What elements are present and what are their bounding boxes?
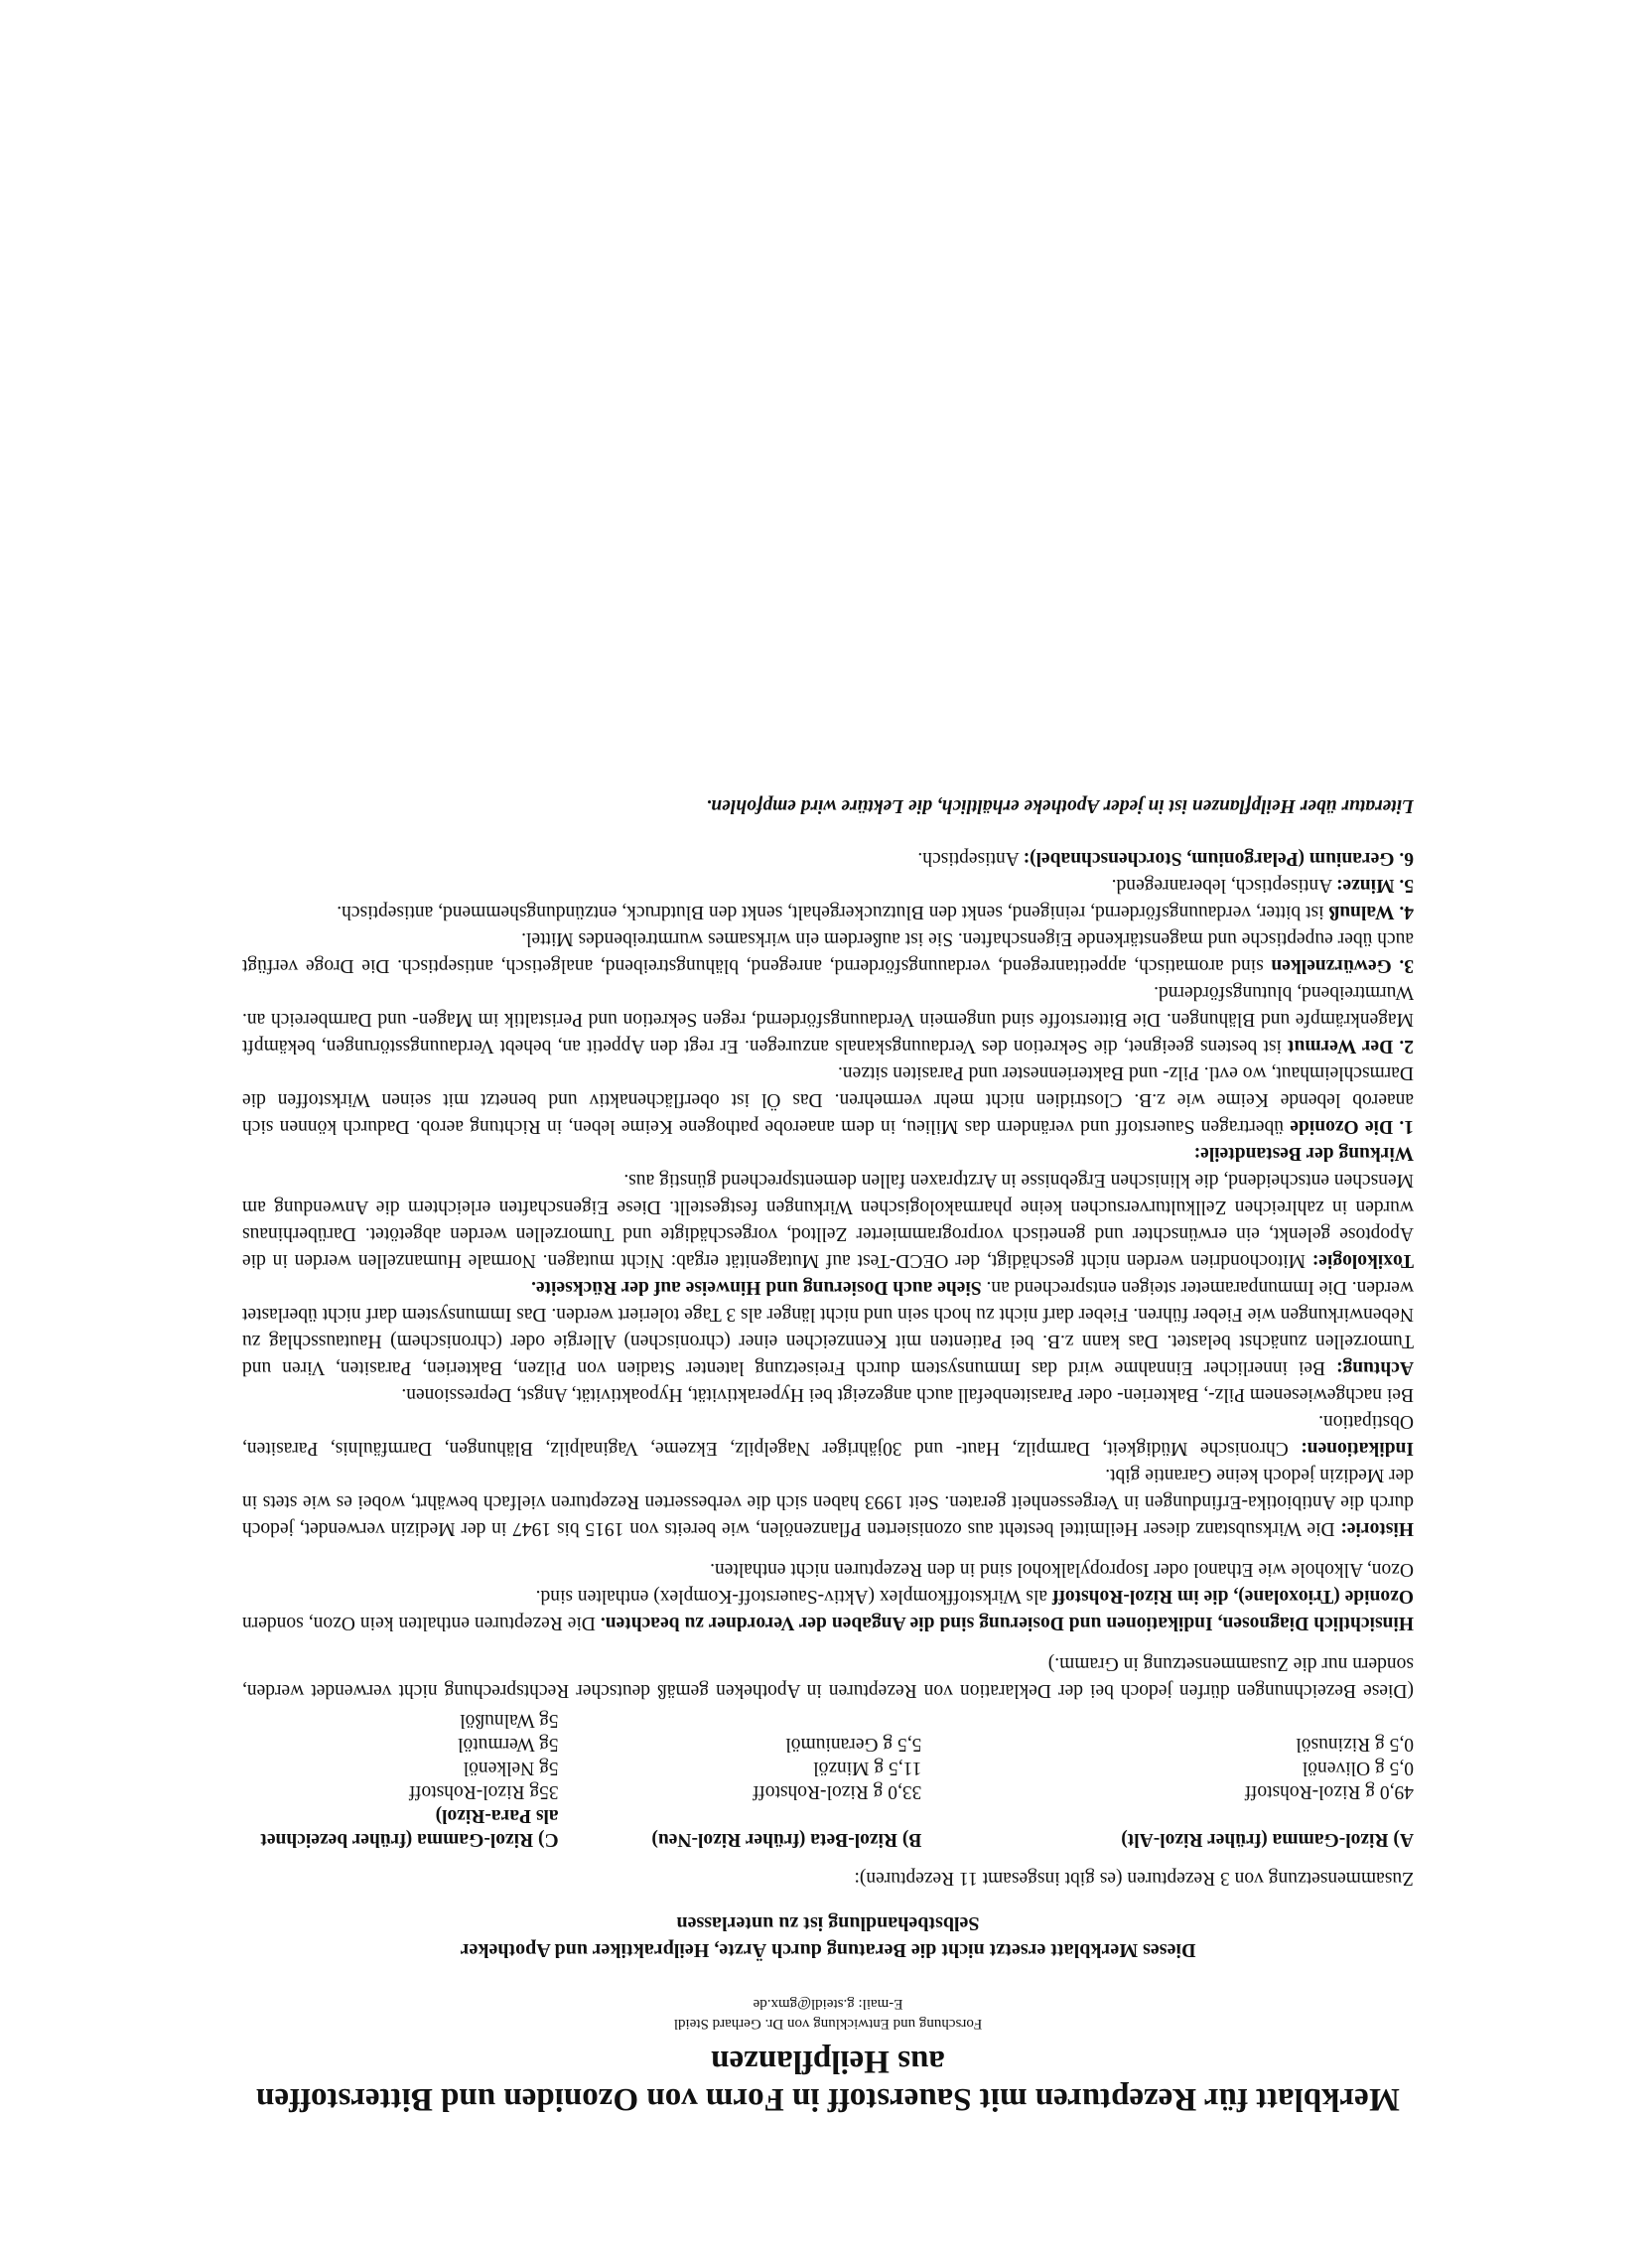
recipe-c-ingredient: 5g Walnußöl [460, 1710, 559, 1731]
recipe-b-ingredient: 5,5 g Geraniumöl [785, 1734, 922, 1755]
historie-label: Historie: [1340, 1518, 1414, 1539]
wirkung-item-label: Walnuß [1328, 902, 1395, 922]
declaration-note: (Diese Bezeichnungen dürfen jedoch bei der Deklaration von Rezepturen in Apotheken gemäß deutscher Rechtsprechung nicht verwendet werden, sondern nur die Zusammensetzung in Gramm.) [242, 1653, 1414, 1701]
hinweis-text-1: Die Rezepturen enthalten kein Ozon, sondern [242, 1613, 601, 1633]
wirkung-item: 2. Der Wermut ist bestens geeignet, die Sekretion des Verdauungskanals anzuregen. Er regt den Appetit an, behebt Verdauungsstörungen, bekämpft Magenkrämpfe und Blähungen. Die Bitterstoffe sind ungemein Verdauungsfördernd, regen Sekretion und Peristaltik im Magen- und Darmbereich an. Wurmtreibend, blutungsfördernd. [242, 982, 1414, 1057]
wirkung-item: 5. Minze: Antiseptisch, leberanregend. [1111, 875, 1414, 896]
hinweis-bold-1: Hinsichtlich Diagnosen, Indikationen und Dosierung sind die Angaben der Verordner zu beachten. [600, 1613, 1414, 1633]
recipe-a-ingredient: 49,0 g Rizol-Rohstoff [1244, 1781, 1414, 1802]
toxikologie-paragraph [242, 1167, 1414, 1274]
recipe-c-heading: C) Rizol-Gamma (früher bezeichnet als Para-Rizol) [260, 1805, 559, 1850]
wirkung-item: 1. Die Ozonide übertragen Sauerstoff und verändern das Milieu, in dem anaerobe pathogene Keime leben, in Richtung aerob. Dadurch können sich anaerob lebende Keime wie z.B. Clostridien nicht mehr vermehren. Das Öl ist oberflächenaktiv und benetzt mit seinen Wirkstoffen die Darmschleimhaut, wo evtl. Pilz- und Bakteriennester und Parasiten sitzen. [241, 1062, 1414, 1137]
wirkung-item-label: Die Ozonide [1290, 1116, 1394, 1137]
achtung-label: Achtung: [1335, 1357, 1414, 1378]
recipe-c-ingredient: 5g Nelkenöl [463, 1758, 559, 1778]
wirkung-item-text: ist bitter, verdauungsfördernd, reinigend, senkt den Blutzuckergehalt, senkt den Blutdruck, entzündungshemmend, antiseptisch. [337, 902, 1329, 922]
document-content [242, 792, 1414, 2118]
email-line: E-mail: g.steidl@gmx.de [753, 1996, 903, 2012]
wirkung-item-text: Antiseptisch, leberanregend. [1111, 875, 1337, 896]
wirkung-item: 3. Gewürznelken sind aromatisch, appetitanregend, verdauungsfördernd, anregend, blähungstreibend, analgetisch, antiseptisch. Die Droge verfügt auch über eupeptische und magenstärkende Eigenschaften. Sie ist außerdem ein wirksames wurmtreibendes Mittel. [241, 928, 1414, 976]
toxikologie-label: Toxikologie: [1311, 1250, 1414, 1271]
wirkung-item-label: Geranium (Pelargonium, Storchenschnabel): [1023, 848, 1395, 869]
page-title: Merkblatt für Rezepturen mit Sauerstoff in Form von Ozoniden und Bitterstoffen aus Heilpflanzen [256, 2044, 1400, 2117]
achtung-bold: Siehe auch Dosierung und Hinweise auf der Rückseite. [531, 1277, 982, 1298]
literatur-note: Literatur über Heilpflanzen ist in jeder Apotheke erhältlich, die Lektüre wird empfohlen. [706, 795, 1414, 816]
wirkung-item-label: Der Wermut [1288, 1036, 1394, 1057]
wirkung-item-text: übertragen Sauerstoff und verändern das Milieu, in dem anaerobe pathogene Keime leben, in Richtung aerob. Dadurch können sich anaerob lebende Keime wie z.B. Clostridien nicht mehr vermehren. Das Öl ist oberflächenaktiv und benetzt mit seinen Wirkstoffen die Darmschleimhaut, wo evtl. Pilz- und Bakteriennester und Parasiten sitzen. [241, 1062, 1414, 1137]
indikationen-label: Indikationen: [1301, 1438, 1414, 1459]
wirkung-item: 4. Walnuß ist bitter, verdauungsfördernd, reinigend, senkt den Blutzuckergehalt, senkt den Blutdruck, entzündungshemmend, antiseptisch. [337, 902, 1414, 922]
wirkung-item-text: Antiseptisch. [917, 848, 1024, 869]
wirkung-heading: Wirkung der Bestandteile: [1193, 1143, 1414, 1164]
wirkung-item: 6. Geranium (Pelargonium, Storchenschnabel): Antiseptisch. [917, 848, 1414, 869]
toxikologie-text: Mitochondrien werden nicht geschädigt, der OECD-Test auf Mutagenität ergab: Nicht mutagen. Normale Humanzellen werden in die Apoptose gelenkt, ein erwünschter und genetisch vorprogrammierter Zelltod, vorgeschädigte und Tumorzellen werden abgetötet. Darüberhinaus wurden in zahlreichen Zellkulturversuchen keine pharmakologischen Wirkungen festgestellt. Diese Eigenschaften erleichtern die Anwendung am Menschen entscheidend, die klinischen Ergebnisse in Arztpraxen fallen dementsprechend günstig aus. [242, 1170, 1414, 1271]
indikationen-text-2: Bei nachgewiesenem Pilz-, Bakterien- oder Parasitenbefall auch angezeigt bei Hyperaktivität, Hypoaktivität, Angst, Depressionen. [401, 1384, 1414, 1405]
recipe-c-ingredient: 5g Wermutöl [458, 1734, 559, 1755]
hinweis-line-2: Ozon, Alkohole wie Ethanol oder Isopropylalkohol sind in den Rezepturen nicht enthalten. [710, 1559, 1414, 1580]
hinweis-paragraph [242, 1583, 1414, 1636]
historie-text: Die Wirksubstanz dieser Heilmittel besteht aus ozonisierten Pflanzenölen, wie bereits von 1915 bis 1947 in der Medizin verwendet, jedoch durch die Antibiotika-Erfindungen in Vergessenheit geraten. Seit 1993 haben sich die verbesserten Rezepturen vielfach bewährt, wobei es wie stets in der Medizin jedoch keine Garantie gibt. [242, 1465, 1414, 1539]
historie-paragraph [242, 1462, 1414, 1542]
indikationen-text: Chronische Müdigkeit, Darmpilz, Haut- und 30jähriger Nagelpilz, Ekzeme, Vaginalpilz, Blähungen, Darmfäulnis, Parasiten, Obstipation. [242, 1411, 1414, 1459]
indikationen-paragraph [242, 1408, 1414, 1462]
wirkung-item-text: sind aromatisch, appetitanregend, verdauungsfördernd, anregend, blähungstreibend, analgetisch, antiseptisch. Die Droge verfügt auch über eupeptische und magenstärkende Eigenschaften. Sie ist außerdem ein wirksames wurmtreibendes Mittel. [241, 928, 1414, 976]
disclaimer-line-1: Dieses Merkblatt ersetzt nicht die Beratung durch Ärzte, Heilpraktiker und Apotheker [460, 1939, 1196, 1961]
hinweis-bold-2: Ozonide (Trioxolane), die im Rizol-Rohstoff [1051, 1586, 1414, 1607]
recipe-b-ingredient: 11,5 g Minzöl [813, 1758, 922, 1778]
achtung-paragraph [242, 1274, 1414, 1381]
recipe-c-ingredient: 35g Rizol-Rohstoff [408, 1781, 559, 1802]
wirkung-item-label: Gewürznelken [1271, 955, 1392, 976]
achtung-text: Bei innerlicher Einnahme wird das Immunsystem durch Freisetzung latenter Stadien von Pilzen, Bakterien, Parasiten, Viren und Tumorzellen zunächst belastet. Das kann z.B. bei Patienten mit Kennzeichen einer (chronischen) Allergie oder (chronischem) Hautausschlag zu Nebenwirkungen wie Fieber führen. Fieber darf nicht zu hoch sein und nicht länger als 3 Tage toleriert werden. Das Immunsystem darf nicht überlastet werden. Die Immunparameter steigen entsprechend an. [242, 1277, 1414, 1378]
hinweis-text-2: als Wirkstoffkomplex (Aktiv-Sauerstoff-Komplex) enthalten sind. [535, 1586, 1052, 1607]
recipe-b-heading: B) Rizol-Beta (früher Rizol-Neu) [651, 1829, 922, 1850]
recipe-a-ingredient: 0,5 g Olivenöl [1302, 1758, 1414, 1778]
recipes-table [242, 1708, 1414, 1851]
recipe-a-ingredient: 0,5 g Rizinusöl [1296, 1734, 1414, 1755]
intro-text: Zusammensetzung von 3 Rezepturen (es gibt insgesamt 11 Rezepturen): [854, 1868, 1414, 1889]
wirkung-item-label: Minze: [1336, 875, 1395, 896]
wirkung-item-text: ist bestens geeignet, die Sekretion des Verdauungskanals anzuregen. Er regt den Appetit an, behebt Verdauungsstörungen, bekämpft Magenkrämpfe und Blähungen. Die Bitterstoffe sind ungemein Verdauungsfördernd, regen Sekretion und Peristaltik im Magen- und Darmbereich an. Wurmtreibend, blutungsfördernd. [242, 982, 1414, 1057]
author-line: Forschung und Entwicklung von Dr. Gerhard Steidl [673, 2016, 983, 2032]
disclaimer-line-2: Selbstbehandlung ist zu unterlassen [676, 1912, 980, 1934]
recipe-b-ingredient: 33,0 g Rizol-Rohstoff [753, 1781, 922, 1802]
recipe-a-heading: A) Rizol-Gamma (früher Rizol-Alt) [1121, 1829, 1414, 1850]
